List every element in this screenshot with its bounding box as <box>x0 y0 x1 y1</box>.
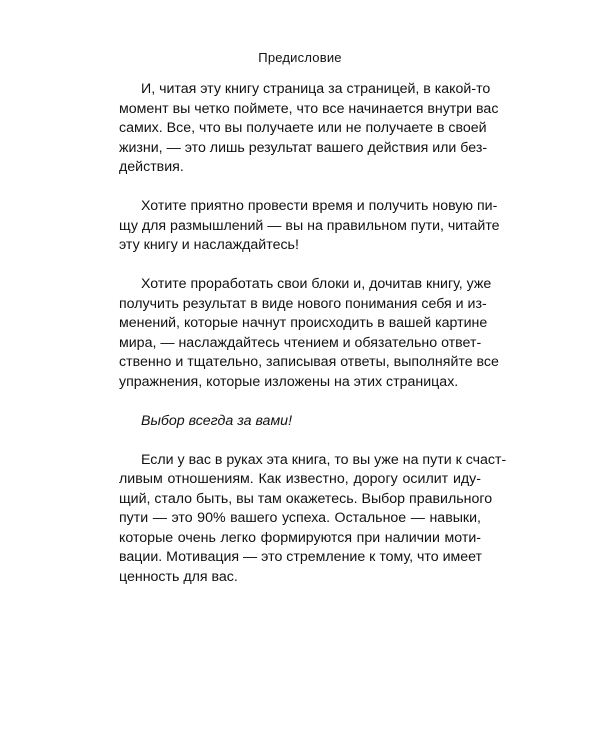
paragraph <box>119 80 499 178</box>
paragraph <box>119 197 500 256</box>
text-line: ценность для вас. <box>119 568 238 585</box>
text-line: мира, — наслаждайтесь чтением и обязательно ответ- <box>119 334 482 351</box>
text-line: Выбор всегда за вами! <box>141 412 293 429</box>
text-line: вации. Мотивация — это стремление к тому, что имеет <box>119 549 483 565</box>
text-line: получить результат в виде нового понимания себя и из- <box>119 295 487 312</box>
text-line: ственно и тщательно, записывая ответы, выполняйте все <box>119 354 499 370</box>
text-line: эту книгу и наслаждайтесь! <box>119 237 299 253</box>
text-line: И, читая эту книгу страница за страницей, в какой-то <box>141 81 491 97</box>
running-head: Предисловие <box>258 50 342 65</box>
emphasis-paragraph <box>119 412 481 432</box>
text-line: щу для размышлений — вы на правильном пути, читайте <box>119 217 500 234</box>
text-line: упражнения, которые изложены на этих страницах. <box>119 373 459 390</box>
paragraph <box>119 451 507 588</box>
text-line: самих. Все, что вы получаете или не получаете в своей <box>119 120 487 136</box>
text-line: момент вы четко поймете, что все начинается внутри вас <box>119 100 499 117</box>
text-line: Если у вас в руках эта книга, то вы уже на пути к счаст- <box>141 451 507 468</box>
text-line: жизни, — это лишь результат вашего действия или без- <box>119 139 488 156</box>
text-line: щий, стало быть, вы там окажетесь. Выбор правильного <box>119 490 493 507</box>
text-line: Хотите приятно провести время и получить новую пи- <box>141 198 498 214</box>
text-line: которые очень легко формируются при наличии моти- <box>119 529 481 546</box>
text-line: действия. <box>119 159 184 175</box>
text-line: менений, которые начнут происходить в вашей картине <box>119 315 488 331</box>
paragraph <box>119 275 499 392</box>
body-text <box>119 80 507 607</box>
text-line: пути — это 90% вашего успеха. Остальное — навыки, <box>119 510 481 526</box>
text-line: ливым отношениям. Как известно, дорогу осилит иду- <box>119 471 481 487</box>
text-line: Хотите проработать свои блоки и, дочитав книгу, уже <box>141 276 492 292</box>
